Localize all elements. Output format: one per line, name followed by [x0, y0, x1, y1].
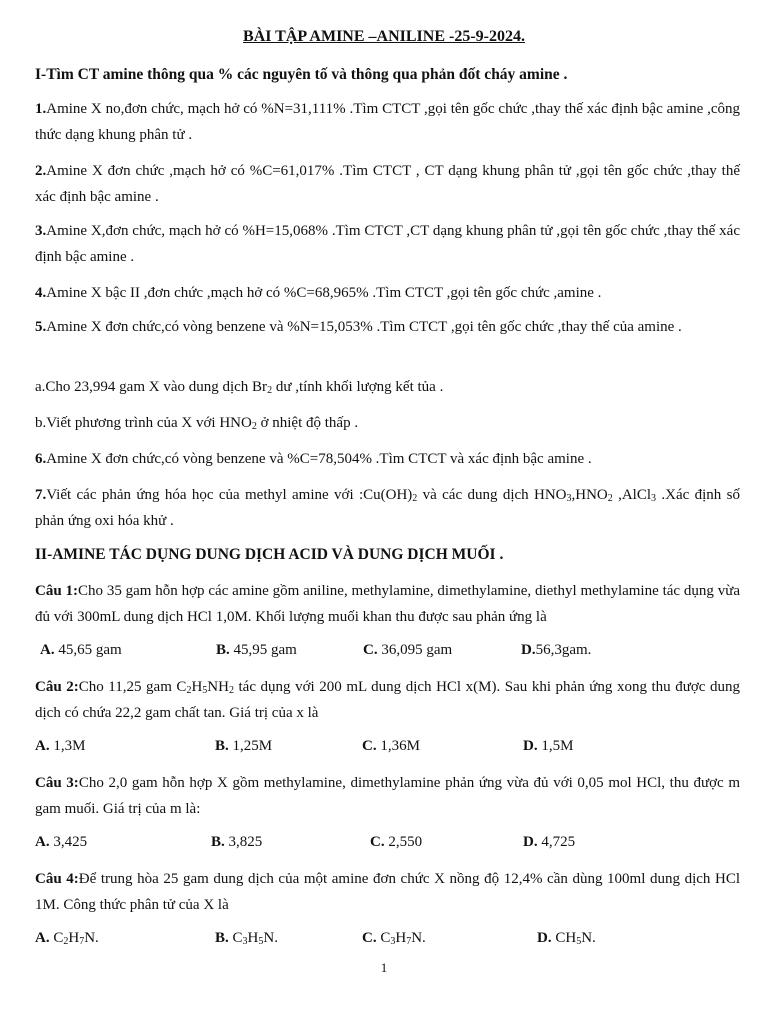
- question-1-options: [35, 642, 740, 662]
- exercise-number: 3.: [35, 223, 47, 239]
- option-value: 1,25M: [228, 738, 273, 754]
- option-value: 3,425: [49, 834, 88, 850]
- question-4-options: [35, 930, 740, 950]
- formula-part: N.: [581, 930, 596, 946]
- option-value: 56,3gam.: [535, 642, 592, 658]
- exercise-text: Viết các phản ứng hóa học của methyl amine với :Cu(OH): [46, 487, 413, 503]
- subscript: 5: [258, 936, 264, 947]
- exercise-number: 6.: [35, 451, 47, 467]
- exercise-text: Amine X đơn chức,có vòng benzene và %C=78,504% .Tìm CTCT và xác định bậc amine .: [46, 451, 592, 467]
- exercise-5a: [35, 374, 740, 400]
- formula-part: N.: [84, 930, 99, 946]
- subscript: 2: [251, 421, 257, 432]
- option-letter: C.: [370, 834, 385, 850]
- subscript: 3: [651, 493, 657, 504]
- exercise-number: 1.: [35, 101, 47, 117]
- option-a[interactable]: [40, 642, 122, 659]
- question-text: H: [191, 679, 203, 695]
- question-1: [35, 578, 740, 630]
- subscript: 2: [412, 493, 418, 504]
- subscript: 3: [566, 493, 572, 504]
- exercise-text: .Xác định số phản ứng oxi hóa khử .: [35, 487, 740, 529]
- option-letter: D.: [537, 930, 552, 946]
- formula-part: H: [247, 930, 259, 946]
- exercise-text: và các dung dịch HNO: [417, 487, 567, 503]
- option-letter: A.: [35, 930, 50, 946]
- option-value: 1,5M: [537, 738, 574, 754]
- exercise-6: [35, 446, 740, 472]
- exercise-5a-text: a.Cho 23,994 gam X vào dung dịch Br: [35, 379, 268, 395]
- option-c[interactable]: [362, 738, 420, 755]
- option-letter: D.: [521, 642, 536, 658]
- exercise-5b: [35, 410, 740, 436]
- question-label: Câu 4:: [35, 871, 79, 887]
- option-b[interactable]: [215, 738, 272, 755]
- question-label: Câu 3:: [35, 775, 79, 791]
- exercise-5: [35, 314, 740, 340]
- formula-part: CH: [551, 930, 577, 946]
- page-title: BÀI TẬP AMINE –ANILINE -25-9-2024.: [243, 28, 525, 45]
- option-letter: A.: [35, 738, 50, 754]
- option-letter: B.: [215, 738, 229, 754]
- exercise-5a-text-end: dư ,tính khối lượng kết tủa .: [272, 379, 444, 395]
- option-d[interactable]: [523, 738, 573, 755]
- subscript: 2: [186, 685, 192, 696]
- formula-part: N.: [263, 930, 278, 946]
- subscript: 3: [242, 936, 248, 947]
- exercise-number: 4.: [35, 285, 47, 301]
- exercise-3: [35, 218, 740, 270]
- option-d[interactable]: [537, 930, 596, 947]
- question-text: tác dụng với 200 mL dung dịch HCl x(M). Sau khi phản ứng xong thu được dung dịch có chứa 22,2 gam chất tan. Giá trị của x là: [35, 679, 741, 721]
- question-text: Cho 35 gam hỗn hợp các amine gồm aniline, methylamine, dimethylamine, diethyl methylamine tác dụng vừa đủ với 300mL dung dịch HCl 1,0M. Khối lượng muối khan thu được sau phản ứng là: [35, 583, 740, 625]
- formula-part: H: [68, 930, 80, 946]
- option-c[interactable]: [362, 930, 426, 947]
- subscript: 3: [390, 936, 396, 947]
- question-3-options: [35, 834, 740, 854]
- formula-part: C: [376, 930, 391, 946]
- exercise-text: Amine X đơn chức ,mạch hở có %C=61,017% .Tìm CTCT , CT dạng khung phân tử ,gọi tên gốc chức ,thay thế xác định bậc amine .: [35, 163, 740, 205]
- option-b[interactable]: [215, 930, 278, 947]
- question-text: Để trung hòa 25 gam dung dịch của một amine đơn chức X nồng độ 12,4% cần dùng 100ml dung dịch HCl 1M. Công thức phân tử của X là: [35, 871, 741, 913]
- question-2-options: [35, 738, 740, 758]
- option-b[interactable]: [211, 834, 262, 851]
- exercise-text: ,AlCl: [612, 487, 652, 503]
- exercise-5b-text-end: ở nhiệt độ thấp .: [256, 415, 359, 431]
- question-label: Câu 2:: [35, 679, 79, 695]
- formula-part: C: [228, 930, 243, 946]
- exercise-text: Amine X bậc II ,đơn chức ,mạch hở có %C=68,965% .Tìm CTCT ,gọi tên gốc chức ,amine .: [46, 285, 602, 301]
- option-b[interactable]: [216, 642, 297, 659]
- exercise-1: [35, 96, 740, 148]
- option-letter: B.: [211, 834, 225, 850]
- option-value: 45,65 gam: [54, 642, 122, 658]
- exercise-number: 7.: [35, 487, 47, 503]
- option-letter: A.: [35, 834, 50, 850]
- question-text: Cho 2,0 gam hỗn hợp X gồm methylamine, dimethylamine phản ứng vừa đủ với 0,05 mol HCl, thu được m gam muối. Giá trị của m là:: [35, 775, 741, 817]
- exercise-text: ,HNO: [571, 487, 608, 503]
- option-value: 1,3M: [49, 738, 86, 754]
- section-2-heading: II-AMINE TÁC DỤNG DUNG DỊCH ACID VÀ DUNG DỊCH MUỐI .: [35, 546, 504, 563]
- option-c[interactable]: [370, 834, 422, 851]
- subscript: 5: [202, 685, 208, 696]
- section-1-heading: I-Tìm CT amine thông qua % các nguyên tố và thông qua phản đốt cháy amine .: [35, 66, 568, 83]
- question-3: [35, 770, 740, 822]
- option-letter: B.: [215, 930, 229, 946]
- question-text: NH: [207, 679, 229, 695]
- option-value: 36,095 gam: [377, 642, 453, 658]
- option-c[interactable]: [363, 642, 452, 659]
- exercise-5b-text: b.Viết phương trình của X với HNO: [35, 415, 252, 431]
- exercise-text: Amine X đơn chức,có vòng benzene và %N=15,053% .Tìm CTCT ,gọi tên gốc chức ,thay thế của amine .: [46, 319, 682, 335]
- option-letter: D.: [523, 738, 538, 754]
- option-value: 2,550: [384, 834, 423, 850]
- exercise-4: [35, 280, 740, 306]
- exercise-number: 5.: [35, 319, 47, 335]
- option-letter: C.: [363, 642, 378, 658]
- exercise-text: Amine X no,đơn chức, mạch hở có %N=31,111% .Tìm CTCT ,gọi tên gốc chức ,thay thế xác định bậc amine ,công thức dạng khung phân tử .: [35, 101, 740, 143]
- option-value: 1,36M: [376, 738, 420, 754]
- formula-part: N.: [411, 930, 426, 946]
- subscript: 2: [607, 493, 613, 504]
- option-value: 3,825: [224, 834, 263, 850]
- exercise-number: 2.: [35, 163, 47, 179]
- option-letter: C.: [362, 930, 377, 946]
- exercise-text: Amine X,đơn chức, mạch hở có %H=15,068% .Tìm CTCT ,CT dạng khung phân tử ,gọi tên gốc chức ,thay thế xác định bậc amine .: [35, 223, 740, 265]
- option-letter: B.: [216, 642, 230, 658]
- subscript: 5: [576, 936, 582, 947]
- subscript: 7: [406, 936, 412, 947]
- question-4: [35, 866, 740, 918]
- subscript: 7: [79, 936, 85, 947]
- exercise-7: [35, 482, 740, 534]
- option-a[interactable]: [35, 834, 87, 851]
- option-letter: D.: [523, 834, 538, 850]
- formula-part: H: [395, 930, 407, 946]
- page-number: 1: [380, 960, 388, 975]
- option-letter: C.: [362, 738, 377, 754]
- question-label: Câu 1:: [35, 583, 78, 599]
- option-value: 4,725: [537, 834, 576, 850]
- option-d[interactable]: [523, 834, 575, 851]
- option-a[interactable]: [35, 930, 99, 947]
- formula-part: C: [49, 930, 64, 946]
- subscript: 2: [63, 936, 69, 947]
- question-2: [35, 674, 740, 726]
- exercise-2: [35, 158, 740, 210]
- subscript: 2: [267, 385, 273, 396]
- option-letter: A.: [40, 642, 55, 658]
- option-value: 45,95 gam: [229, 642, 297, 658]
- subscript: 2: [228, 685, 234, 696]
- question-text: Cho 11,25 gam C: [78, 679, 187, 695]
- option-a[interactable]: [35, 738, 85, 755]
- option-d[interactable]: [521, 642, 591, 659]
